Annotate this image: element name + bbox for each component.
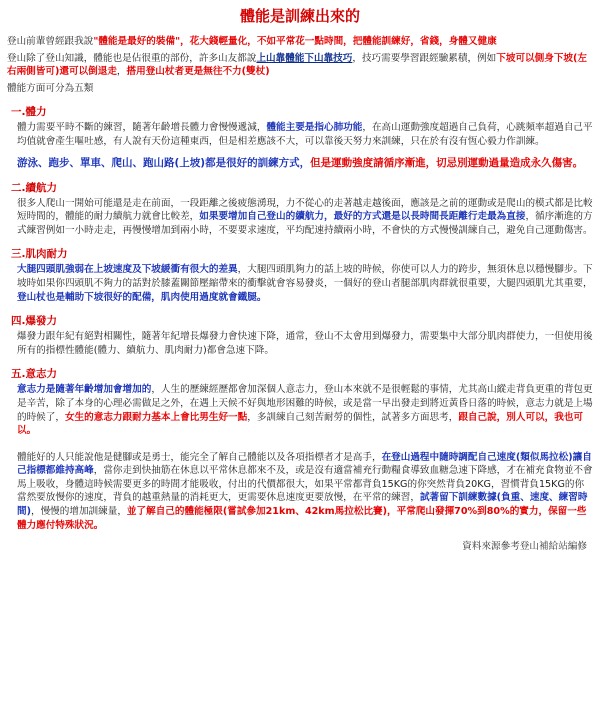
s3-highlight: 大腿四頭肌強弱在上坡速度及下坡緩衝有很大的差異 (17, 264, 238, 276)
section-body-endurance (7, 197, 593, 238)
s2-highlight: 如果要增加自己登山的續航力，最好的方式還是以長時間長距離行走最為直接 (199, 211, 526, 223)
section-callout-stamina (7, 156, 593, 171)
closing-highlight-2: 試著留下訓練數據(負重、速度、練習時間) (17, 492, 588, 518)
s1-callout-red: 但是運動強度請循序漸進，切忌別運動過量造成永久傷害。 (310, 156, 584, 169)
s2-text-1: 很多人爬山一開始可能還是走在前面，一段距離之後疲態湧現，力不從心的走著越走越後面，應該是之前的運動或是爬山的模式都是比較短時間的，體能的耐力續航力就會比較差， (17, 197, 593, 223)
closing-highlight-1: 在登山過程中隨時調配自己速度(類似馬拉松)讓自己指標都維持高峰 (17, 451, 592, 477)
s5-highlight-2: 女生的意志力跟耐力基本上會比男生好一點 (64, 411, 248, 423)
s1-text-1: 體力需要平時不斷的練習，隨著年齡增長體力會慢慢遞減， (17, 122, 267, 134)
section-heading-endurance: 二.續航力 (11, 181, 57, 194)
section-heading-stamina: 一.體力 (11, 106, 47, 119)
page-title: 體能是訓練出來的 (239, 7, 360, 25)
intro1-text: 登山前輩曾經跟我說 (7, 36, 94, 47)
intro2-text-e: ， (116, 66, 127, 78)
section-body-muscle (7, 263, 593, 304)
s1-highlight: 體能主要是指心肺功能 (266, 122, 363, 134)
intro2-keyword: 上山靠體能下山靠技巧 (256, 52, 353, 64)
section-heading-power: 四.爆發力 (11, 315, 57, 328)
intro2-text-a: 登山除了登山知識，體能也是佔很重的部份，許多山友都說 (7, 52, 257, 64)
s5-highlight-3: 跟自己說，別人可以，我也可以。 (17, 411, 584, 437)
section-body-stamina (7, 121, 593, 148)
s1-callout-blue: 游泳、跑步、單車、爬山、跑山路(上坡)都是很好的訓練方式， (17, 156, 311, 169)
intro2-highlight-1: 下坡可以側身下坡(左右兩側皆可)還可以倒退走 (7, 52, 588, 78)
closing-highlight-3: 並了解自己的體能極限(嘗試參加21km、42km馬拉松比賽)，平常爬山發揮70%到80%的實力，保留一些體力應付特殊狀況。 (17, 506, 587, 531)
section-heading-muscle: 三.肌肉耐力 (11, 248, 68, 261)
s2-text-3: ，循序漸進的方式練習例如一小時走走，再慢慢增加到兩小時，不要要求速度，平均配速持續兩小時，不會快的方式慢慢訓練自己，避免自己運動傷害。 (17, 211, 593, 236)
s5-text-4: ，多訓練自己刻苦耐勞的個性，試著多方面思考， (247, 411, 459, 423)
s5-highlight-1: 意志力是隨著年齡增加會增加的 (17, 384, 152, 396)
closing-text-3: ，當你走到快抽筋在休息以平常休息都來不及，或是沒有適當補充行動糧食導致血糖急速下降感，才在補充食物並不會馬上吸收，身體這時候需要更多的時間才能吸收，付出的代價都很大，如果平常都背負15KG的你突然背負20KG，習慣背負15KG的你當然要放慢你的速度，背負的越重熱量的消耗更大，更需要休息速度更要放慢，在平常的練習， (17, 465, 593, 504)
intro-paragraph-3: 體能方面可分為五類 (7, 82, 94, 94)
closing-text-5: ，慢慢的增加訓練量， (30, 506, 127, 518)
closing-paragraph (7, 451, 593, 533)
intro1-highlight: "體能是最好的裝備"，花大錢輕量化，不如平常花一點時間，把體能訓練好，省錢，身體又健康 (93, 36, 497, 47)
s1-text-3: ，在高山運動強度超過自己負荷，心跳頻率超過自己平均值就會產生嘔吐感，有人說有天份這種東西，但是相差應該不大，可以靠後天努力來訓練，只在於有沒有恆心毅力作訓練。 (17, 122, 593, 147)
s3-highlight-end: 登山杖也是輔助下坡很好的配備，肌肉使用過度就會鐵腿。 (17, 291, 267, 303)
source-credit: 資料來源參考登山補給站編修 (462, 541, 587, 553)
intro2-text-c: ，技巧需要學習跟經驗累積，例如 (352, 52, 497, 64)
section-body-willpower (7, 383, 593, 437)
intro-paragraph-2 (7, 52, 593, 79)
section-heading-willpower: 五.意志力 (11, 368, 57, 381)
intro-paragraph-1 (7, 35, 593, 49)
closing-text-1: 體能好的人只能說他是健腳或是勇士，能完全了解自己體能以及各項指標者才是高手， (17, 451, 382, 463)
spacer (7, 441, 593, 451)
intro2-highlight-2: 搭用登山杖者更是無往不力(雙杖) (126, 66, 270, 78)
s5-text-2: ，人生的歷練經歷都會加深個人意志力，登山本來就不是很輕鬆的事情，尤其高山縱走背負更重的背包更是辛苦，除了本身的心理必需做足之外，在遇上天候不好與地形困難的時候，或是當一早出發走到將近黃昏日落的時候，意志力就是上場的時候了， (17, 384, 593, 423)
s3-text-2: ，大腿四頭肌夠力的話上坡的時候，你使可以人力的跨步，無須休息以穩慢腳步。下坡時如果你四頭肌不夠力的話對於膝蓋關節壓縮帶來的衝擊就會容易發炎，一個好的登山者腿部肌肉群就很重要，大腿四頭肌尤其重要， (17, 264, 593, 289)
section-body-power: 爆發力跟年紀有絕對相關性，隨著年紀增長爆發力會快速下降，通常，登山不太會用到爆發力，需要集中大部分肌肉群使力，一但使用後所有的指標性體能(體力、續航力、肌肉耐力)都會急速下降。 (17, 331, 593, 356)
